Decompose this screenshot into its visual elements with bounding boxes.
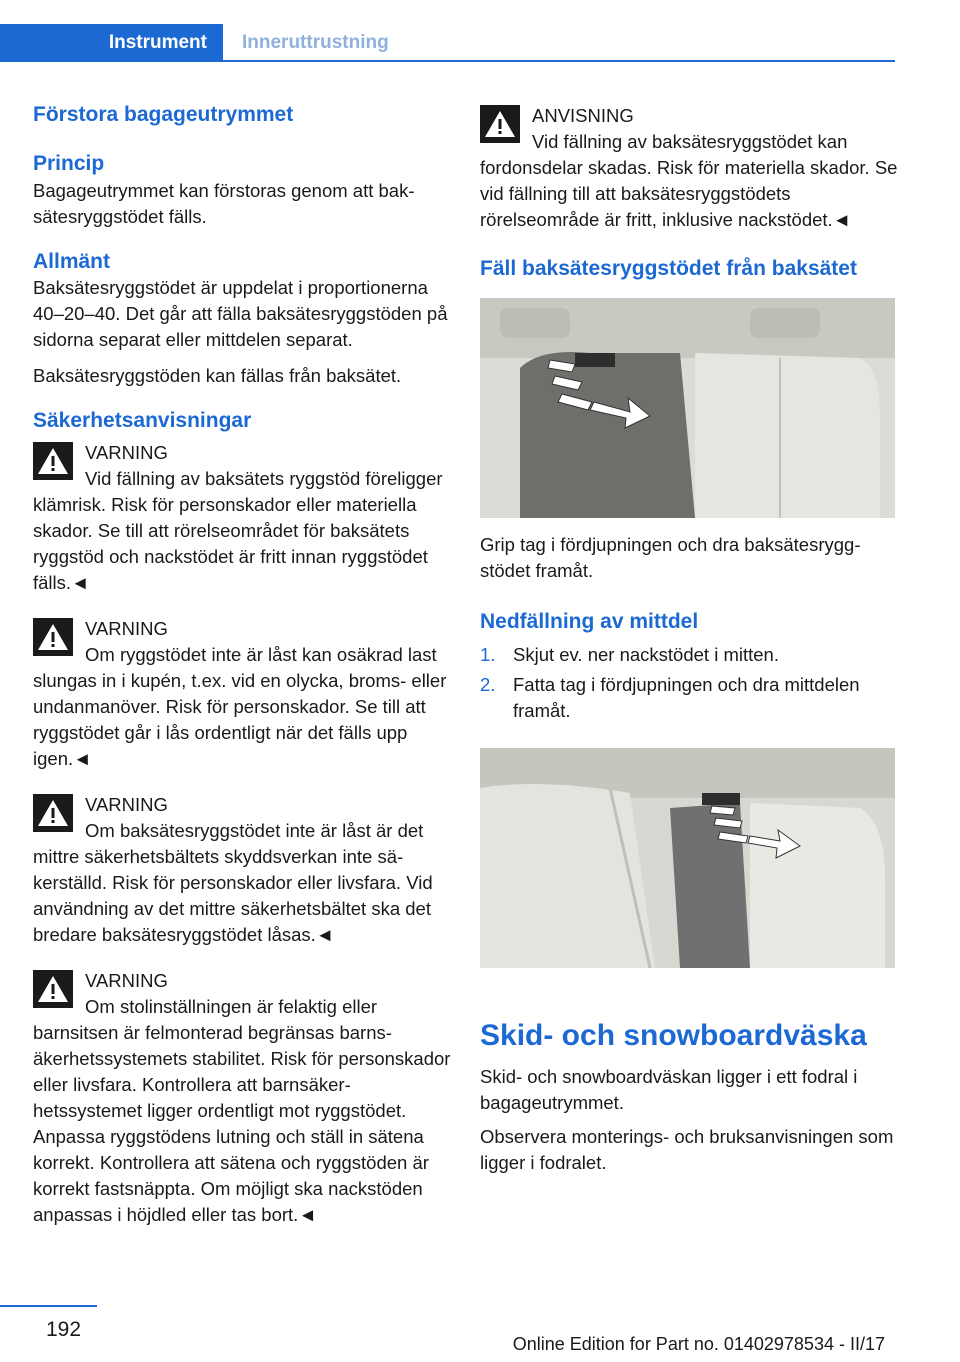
- allmant-heading: Allmänt: [33, 249, 111, 273]
- middle-fold-photo: [480, 748, 895, 968]
- warning-body: Om stolinställningen är felaktig eller barnsitsen är felmonterad begränsas barnsäkerhetssystemets stabilitet. Risk för personskador eller livsfara. Kontrollera att barnsäkerhetssystemet ligger ordentligt mot ryggstödet. Anpassa ryggstödens lutning och ställ in sätena korrekt. Kontrollera att sätena och ryggstöden är korrekt fastsnäppta. Om möjligt ska nackstöden anpassas i höjdled eller tas bort.◄: [33, 996, 451, 1226]
- page-header: [0, 0, 960, 64]
- step-number: 1.: [480, 643, 496, 665]
- warning-body: Om baksätesryggstödet inte är låst är det mittre säkerhetsbältets skyddsverkan inte säkerställd. Risk för personskador eller livsfara. Vid användning av det mittre säkerhetsbältet ska det bredare baksätesryggstödet låsas.◄: [33, 820, 433, 946]
- notice-block: [480, 103, 898, 233]
- warning-icon: [33, 794, 73, 832]
- ski-heading: Skid- och snowboardväska: [480, 1018, 867, 1052]
- warning-block: [33, 968, 451, 1228]
- warning-icon: [33, 970, 73, 1008]
- notice-body: Vid fällning av baksätesryggstödet kan fordonsdelar skadas. Risk för materiella skador. Se vid fällning till att baksätesryggstödets rörelseområde är fritt, inklusive nackstödet.◄: [480, 131, 898, 230]
- left-column: [33, 96, 451, 1228]
- footer-divider: [0, 1305, 97, 1307]
- section-title: Förstora bagageutrymmet: [33, 103, 294, 126]
- header-divider: [0, 60, 895, 62]
- warning-title: VARNING: [85, 970, 168, 992]
- list-item: [480, 672, 898, 724]
- step-number: 2.: [480, 673, 496, 695]
- warning-body: Om ryggstödet inte är låst kan osäkrad last slungas in i kupén, t.ex. vid en olycka, broms- eller undanmanöver. Risk för personskador. Se till att ryggstödet går i lås ordentligt när det fälls upp igen.◄: [33, 644, 447, 770]
- edition-note: Online Edition for Part no. 01402978534 - II/17: [512, 1334, 885, 1354]
- step-text: Fatta tag i fördjupningen och dra mittdelen framåt.: [513, 673, 860, 721]
- tab-instrument[interactable]: Instrument: [0, 24, 223, 62]
- princip-heading: Princip: [33, 152, 105, 176]
- warning-block: [33, 792, 451, 948]
- warning-title: VARNING: [85, 794, 168, 816]
- warning-block: [33, 440, 451, 596]
- warning-icon: [33, 442, 73, 480]
- warning-body: Vid fällning av baksätets ryggstöd föreligger klämrisk. Risk för personskador eller materiella skador. Se till att rörelseområdet för baksätets ryggstöd och nackstödet är fritt innan ryggstödet fälls.◄: [33, 468, 443, 594]
- tab-inneruttrustning[interactable]: Inneruttrustning: [242, 32, 389, 53]
- right-column: [480, 103, 898, 1176]
- middle-heading: Nedfällning av mittdel: [480, 610, 699, 634]
- allmant-text-1: Baksätesryggstödet är uppdelat i proportionerna 40–20–40. Det går att fälla baksätesryggstöden på sidorna separat eller mittdelen separat.: [33, 276, 448, 350]
- warning-title: VARNING: [85, 442, 168, 464]
- seat-fold-photo: [480, 298, 895, 518]
- fold-heading: Fäll baksätesryggstödet från baksätet: [480, 257, 857, 280]
- safety-heading: Säkerhetsanvisningar: [33, 408, 252, 432]
- page-number: 192: [46, 1318, 82, 1341]
- notice-title: ANVISNING: [532, 105, 634, 126]
- fold-text: Grip tag i fördjupningen och dra baksätesryggstödet framåt.: [480, 534, 861, 582]
- warning-icon: [33, 618, 73, 656]
- warning-icon: [480, 105, 520, 143]
- warning-title: VARNING: [85, 618, 168, 640]
- allmant-text-2: Baksätesryggstöden kan fällas från baksätet.: [33, 364, 402, 386]
- princip-text: Bagageutrymmet kan förstoras genom att baksätesryggstödet fälls.: [33, 179, 415, 227]
- list-item: [480, 642, 898, 668]
- steps-list: [480, 642, 898, 724]
- warning-block: [33, 616, 451, 772]
- step-text: Skjut ev. ner nackstödet i mitten.: [513, 643, 779, 665]
- ski-text-2: Observera monterings- och bruksanvisningen som ligger i fodralet.: [480, 1125, 894, 1173]
- ski-text-1: Skid- och snowboardväskan ligger i ett fodral i bagageutrymmet.: [480, 1065, 858, 1113]
